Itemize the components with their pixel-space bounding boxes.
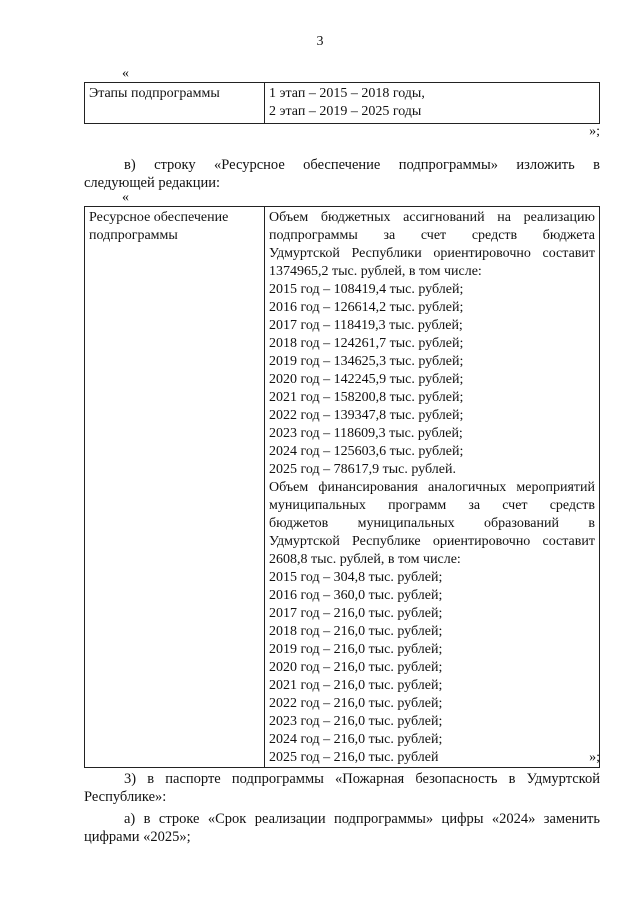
year-line: 2019 год – 134625,3 тыс. рублей; [269,354,464,369]
paragraph-3 [84,770,600,806]
text-line: Объем финансирования аналогичных мероприятий [269,480,595,495]
stages-value [265,83,600,124]
resources-value [265,207,600,768]
year-line: 2017 год – 118419,3 тыс. рублей; [269,318,463,333]
paragraph-a [84,810,600,846]
year-line: 2015 год – 108419,4 тыс. рублей; [269,282,464,297]
year-line: 2018 год – 124261,7 тыс. рублей; [269,336,464,351]
text-line: подпрограммы за счет средств бюджета [269,228,595,243]
year-line: 2023 год – 118609,3 тыс. рублей; [269,426,463,441]
resources-label: Ресурсное обеспечение подпрограммы [85,207,265,768]
year-line: 2018 год – 216,0 тыс. рублей; [269,624,443,639]
year-line: 2022 год – 139347,8 тыс. рублей; [269,408,464,423]
resources-table [84,206,600,768]
table-row [85,83,600,124]
text-line: Объем бюджетных ассигнований на реализацию [269,210,595,225]
open-quote: « [122,66,129,81]
year-line: 2020 год – 142245,9 тыс. рублей; [269,372,464,387]
year-line: 2025 год – 216,0 тыс. рублей [269,750,439,765]
paragraph-v [84,156,600,192]
paragraph-line: а) в строке «Срок реализации подпрограммы» цифры «2024» заменить [124,811,600,827]
year-line: 2017 год – 216,0 тыс. рублей; [269,606,443,621]
year-line: 2023 год – 216,0 тыс. рублей; [269,714,443,729]
text-line: муниципальных программ за счет средств [269,498,595,513]
paragraph-line: цифрами «2025»; [84,829,191,845]
text-line: бюджетов муниципальных образований в [269,516,595,531]
stages-table [84,82,600,124]
year-line: 2024 год – 125603,6 тыс. рублей; [269,444,464,459]
close-quote: »; [589,750,600,765]
stage-line: 2 этап – 2019 – 2025 годы [269,104,422,119]
year-line: 2020 год – 216,0 тыс. рублей; [269,660,443,675]
stages-label: Этапы подпрограммы [85,83,265,124]
open-quote: « [122,190,129,205]
year-line: 2021 год – 216,0 тыс. рублей; [269,678,443,693]
year-line: 2022 год – 216,0 тыс. рублей; [269,696,443,711]
paragraph-line: Республике»: [84,789,167,805]
year-line: 2015 год – 304,8 тыс. рублей; [269,570,443,585]
year-line: 2024 год – 216,0 тыс. рублей; [269,732,443,747]
table-row [85,207,600,768]
year-line: 2016 год – 126614,2 тыс. рублей; [269,300,464,315]
paragraph-line: следующей редакции: [84,175,221,191]
year-line: 2019 год – 216,0 тыс. рублей; [269,642,443,657]
year-line: 2021 год – 158200,8 тыс. рублей; [269,390,464,405]
paragraph-line: в) строку «Ресурсное обеспечение подпрограммы» изложить в [124,157,600,173]
text-line: Удмуртской Республике ориентировочно составит [269,534,595,549]
close-quote: »; [589,124,600,139]
page-number: 3 [316,34,324,49]
year-line: 2025 год – 78617,9 тыс. рублей. [269,462,456,477]
paragraph-line: 3) в паспорте подпрограммы «Пожарная безопасность в Удмуртской [124,771,600,787]
text-line: Удмуртской Республики ориентировочно составит [269,246,595,261]
stage-line: 1 этап – 2015 – 2018 годы, [269,86,425,101]
year-line: 2016 год – 360,0 тыс. рублей; [269,588,443,603]
text-line: 1374965,2 тыс. рублей, в том числе: [269,264,482,279]
text-line: 2608,8 тыс. рублей, в том числе: [269,552,461,567]
